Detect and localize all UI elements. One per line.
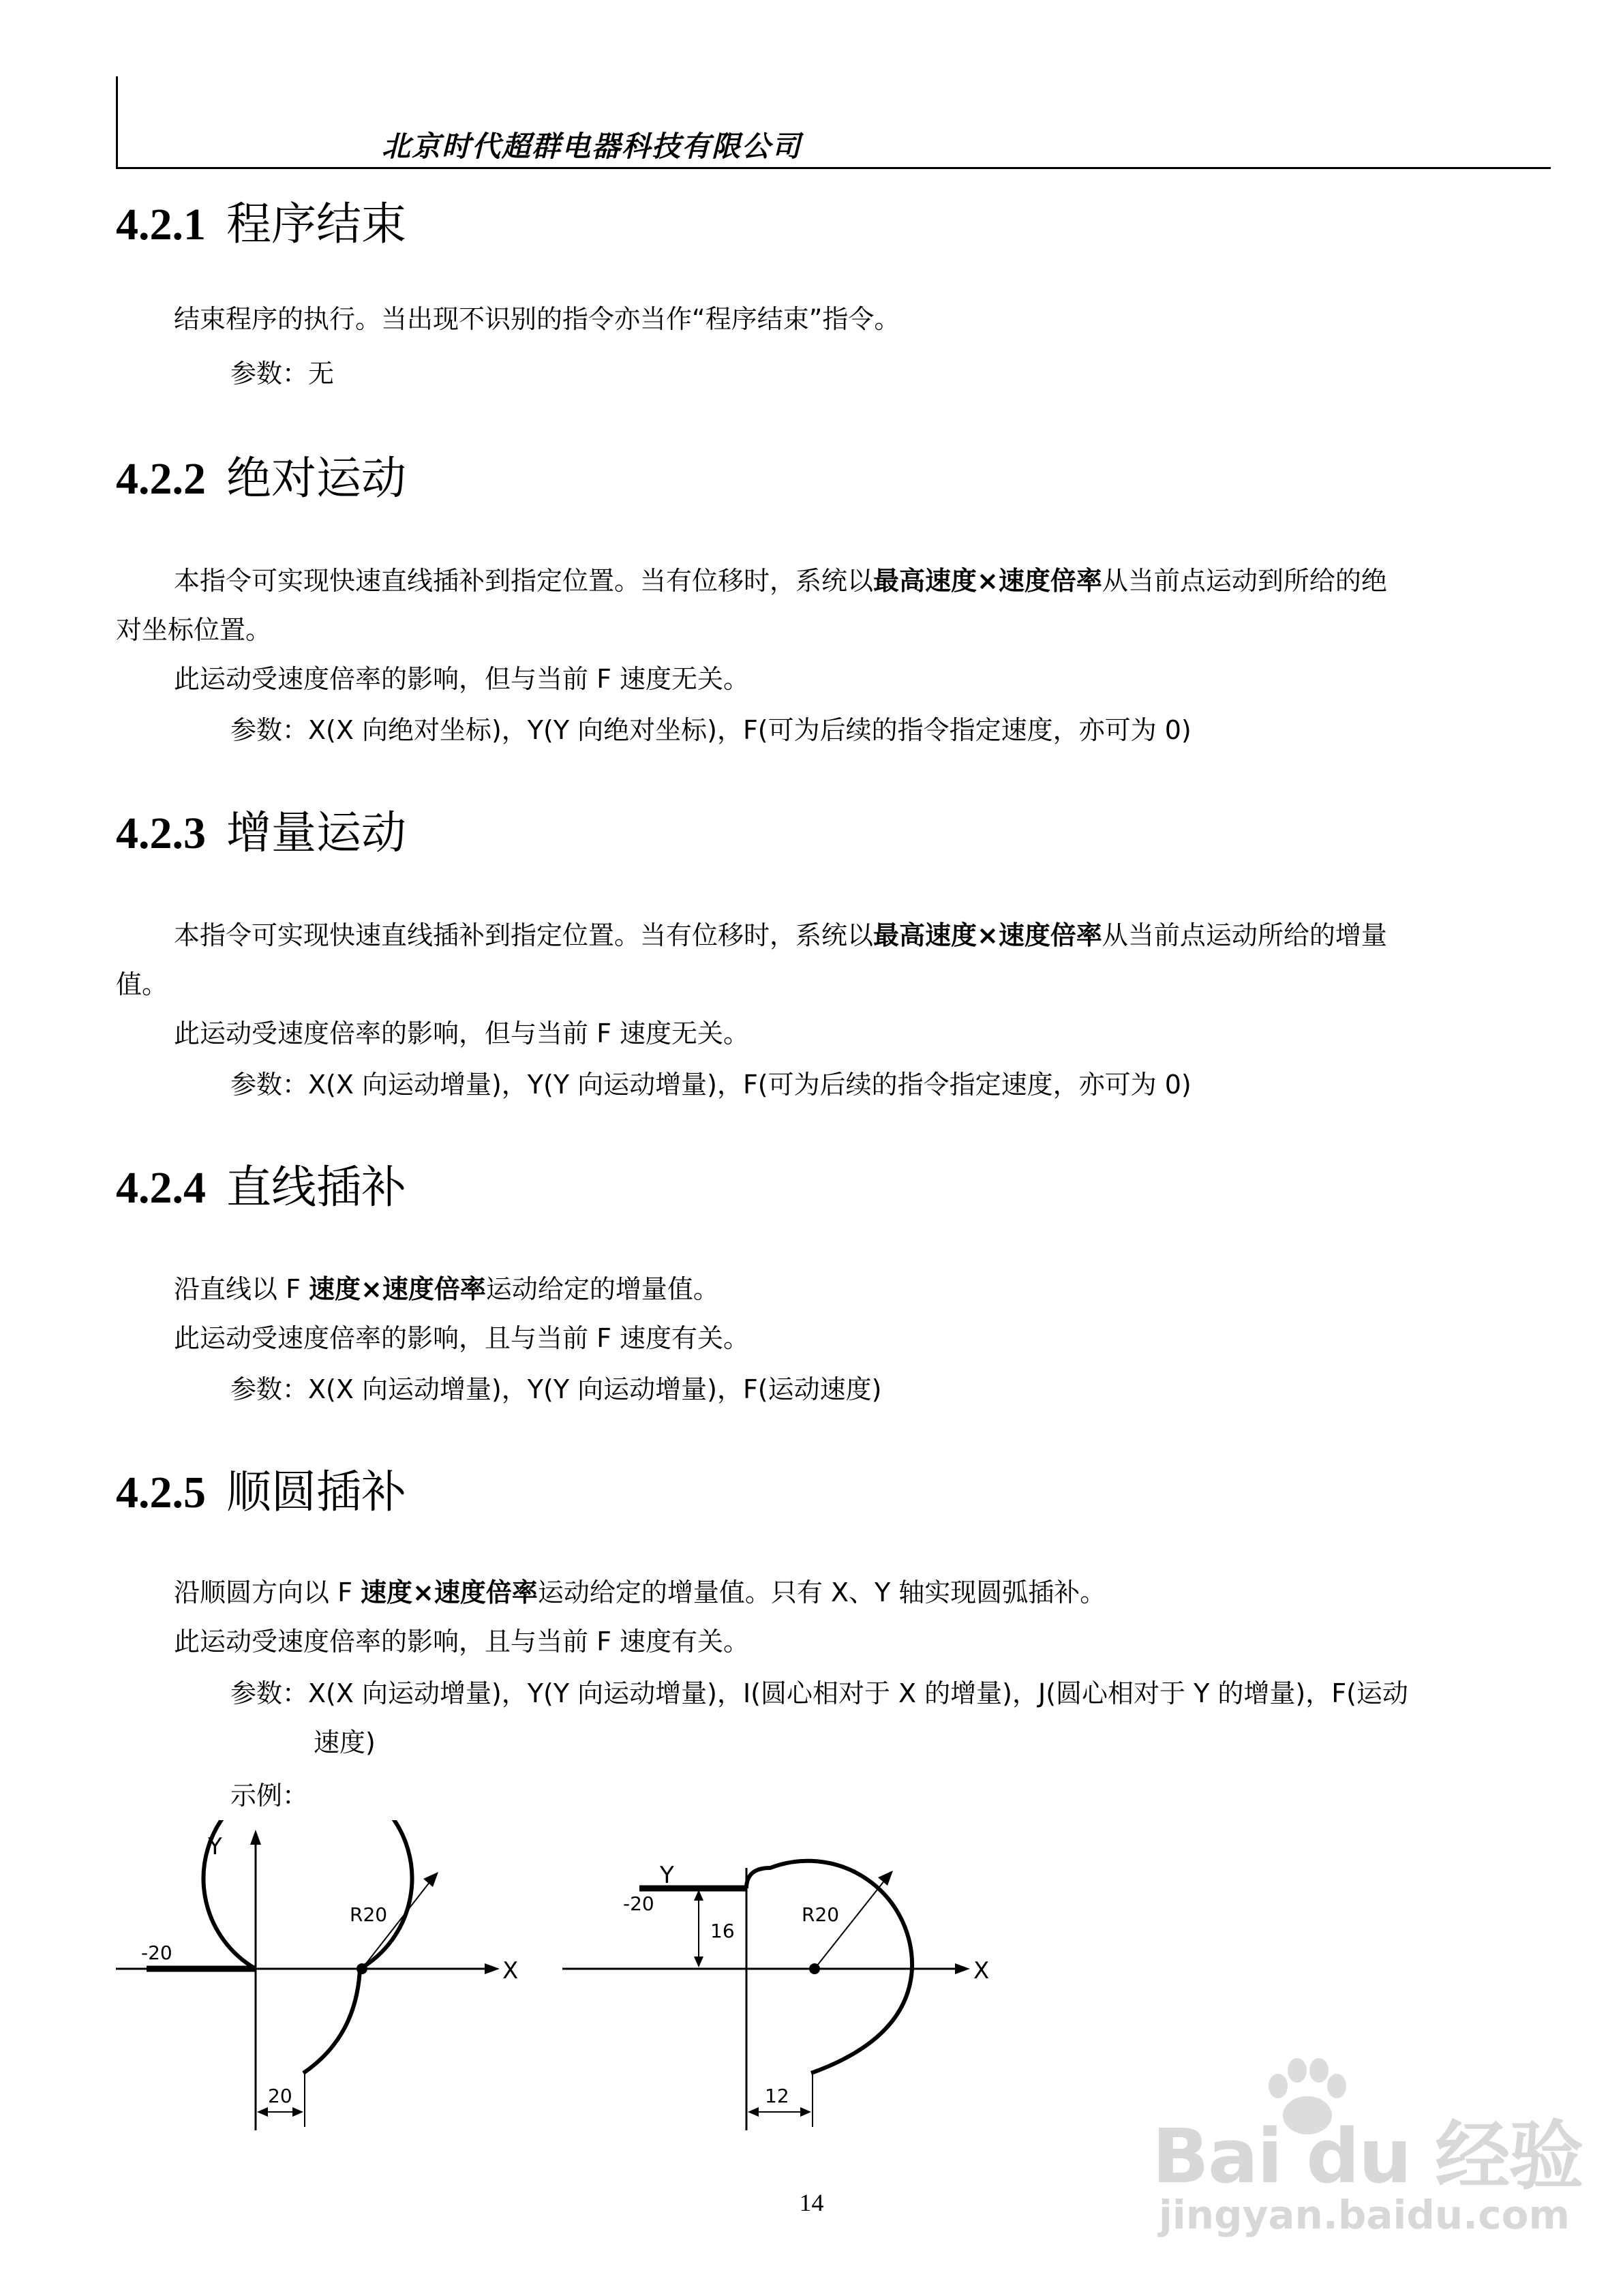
text-run: 运动给定的增量值。只有 X、Y 轴实现圆弧插补。 xyxy=(537,1577,1106,1607)
x-axis-label: X xyxy=(502,1957,519,1984)
header-rule xyxy=(116,167,1551,169)
paragraph xyxy=(174,1568,1106,1617)
center-point xyxy=(357,1963,367,1974)
section-title: 绝对运动 xyxy=(226,452,406,504)
dim-arrow-right xyxy=(800,2107,811,2117)
start-label: -20 xyxy=(141,1942,172,1964)
section-heading-4-2-4 xyxy=(116,1151,406,1215)
x-axis-label: X xyxy=(973,1957,990,1984)
paragraph: 此运动受速度倍率的影响，且与当前 F 速度有关。 xyxy=(174,1627,750,1657)
params-line: 参数：无 xyxy=(230,359,335,389)
section-number: 4.2.5 xyxy=(116,1468,206,1517)
text-run: 沿直线以 F xyxy=(174,1274,309,1304)
paragraph xyxy=(174,1265,719,1314)
example-label: 示例： xyxy=(230,1781,309,1811)
radius-label: R20 xyxy=(350,1903,388,1926)
section-heading-4-2-5 xyxy=(116,1455,406,1520)
header-vertical-rule xyxy=(116,76,118,168)
y-axis-label: Y xyxy=(660,1862,674,1889)
text-run: 本指令可实现快速直线插补到指定位置。当有位移时，系统以 xyxy=(174,920,874,950)
x-axis-arrow xyxy=(955,1963,970,1974)
dim-arrow-left xyxy=(257,2107,268,2117)
y-axis-arrow xyxy=(250,1830,261,1845)
arc-tail xyxy=(303,1969,360,2073)
radius-arrow xyxy=(423,1872,438,1887)
section-heading-4-2-1 xyxy=(116,187,406,252)
params-line: 参数：X(X 向运动增量)，Y(Y 向运动增量)，I(圆心相对于 X 的增量)，J(圆心相对于 Y 的增量)，F(运动 xyxy=(230,1678,1408,1708)
bold-text-run: 最高速度×速度倍率 xyxy=(873,566,1102,596)
params-line-continued: 速度) xyxy=(314,1727,376,1757)
dim-label: 20 xyxy=(268,2085,292,2107)
watermark-url: jingyan.baidu.com xyxy=(1159,2192,1570,2238)
page-number: 14 xyxy=(799,2189,824,2216)
section-heading-4-2-3 xyxy=(116,796,406,861)
paragraph: 此运动受速度倍率的影响，但与当前 F 速度无关。 xyxy=(174,664,750,694)
paragraph: 此运动受速度倍率的影响，但与当前 F 速度无关。 xyxy=(174,1018,750,1048)
dim-label: 12 xyxy=(765,2085,789,2107)
section-number: 4.2.4 xyxy=(116,1163,206,1213)
section-title: 增量运动 xyxy=(226,806,406,859)
watermark-brand: Bai du 经验 xyxy=(1152,2113,1583,2200)
center-point xyxy=(809,1963,820,1974)
params-line: 参数：X(X 向运动增量)，Y(Y 向运动增量)，F(运动速度) xyxy=(230,1374,882,1404)
section-number: 4.2.2 xyxy=(116,454,206,504)
section-number: 4.2.3 xyxy=(116,809,206,858)
text-run: 从当前点运动到所给的绝 xyxy=(1102,566,1387,596)
bold-text-run: 速度×速度倍率 xyxy=(361,1577,538,1607)
radius-label: R20 xyxy=(802,1903,840,1926)
offset-arrow-down xyxy=(694,1957,703,1967)
dim-arrow-right xyxy=(292,2107,303,2117)
section-number: 4.2.1 xyxy=(116,200,206,250)
cw-arc-diagram-right xyxy=(559,1820,995,2141)
text-run: 沿顺圆方向以 F xyxy=(174,1577,361,1607)
paragraph: 值。 xyxy=(116,969,168,999)
params-line: 参数：X(X 向绝对坐标)，Y(Y 向绝对坐标)，F(可为后续的指令指定速度，亦可为 0) xyxy=(230,715,1192,745)
cw-arc-diagram-left xyxy=(112,1820,535,2141)
section-title: 顺圆插补 xyxy=(226,1466,406,1518)
arc-semicircle xyxy=(204,1820,412,1969)
arc-tail xyxy=(811,1969,912,2073)
dim-arrow-left xyxy=(748,2107,759,2117)
text-run: 运动给定的增量值。 xyxy=(485,1274,719,1304)
text-run: 本指令可实现快速直线插补到指定位置。当有位移时，系统以 xyxy=(174,566,874,596)
paragraph xyxy=(174,556,1387,605)
bold-text-run: 最高速度×速度倍率 xyxy=(873,920,1102,950)
company-name: 北京时代超群电器科技有限公司 xyxy=(382,130,802,163)
paragraph: 结束程序的执行。当出现不识别的指令亦当作“程序结束”指令。 xyxy=(174,304,900,334)
start-label: -20 xyxy=(623,1892,654,1915)
params-line: 参数：X(X 向运动增量)，Y(Y 向运动增量)，F(可为后续的指令指定速度，亦可为 0) xyxy=(230,1070,1192,1100)
radius-arrow xyxy=(878,1871,893,1886)
text-run: 从当前点运动所给的增量 xyxy=(1102,920,1387,950)
x-axis-arrow xyxy=(485,1963,500,1974)
paragraph: 对坐标位置。 xyxy=(116,615,272,645)
paragraph xyxy=(174,911,1387,960)
y-axis-label: Y xyxy=(208,1833,222,1860)
paragraph: 此运动受速度倍率的影响，且与当前 F 速度有关。 xyxy=(174,1323,750,1353)
offset-label: 16 xyxy=(710,1920,735,1942)
bold-text-run: 速度×速度倍率 xyxy=(309,1274,486,1304)
section-heading-4-2-2 xyxy=(116,442,406,507)
section-title: 直线插补 xyxy=(226,1161,406,1213)
section-title: 程序结束 xyxy=(226,198,406,250)
